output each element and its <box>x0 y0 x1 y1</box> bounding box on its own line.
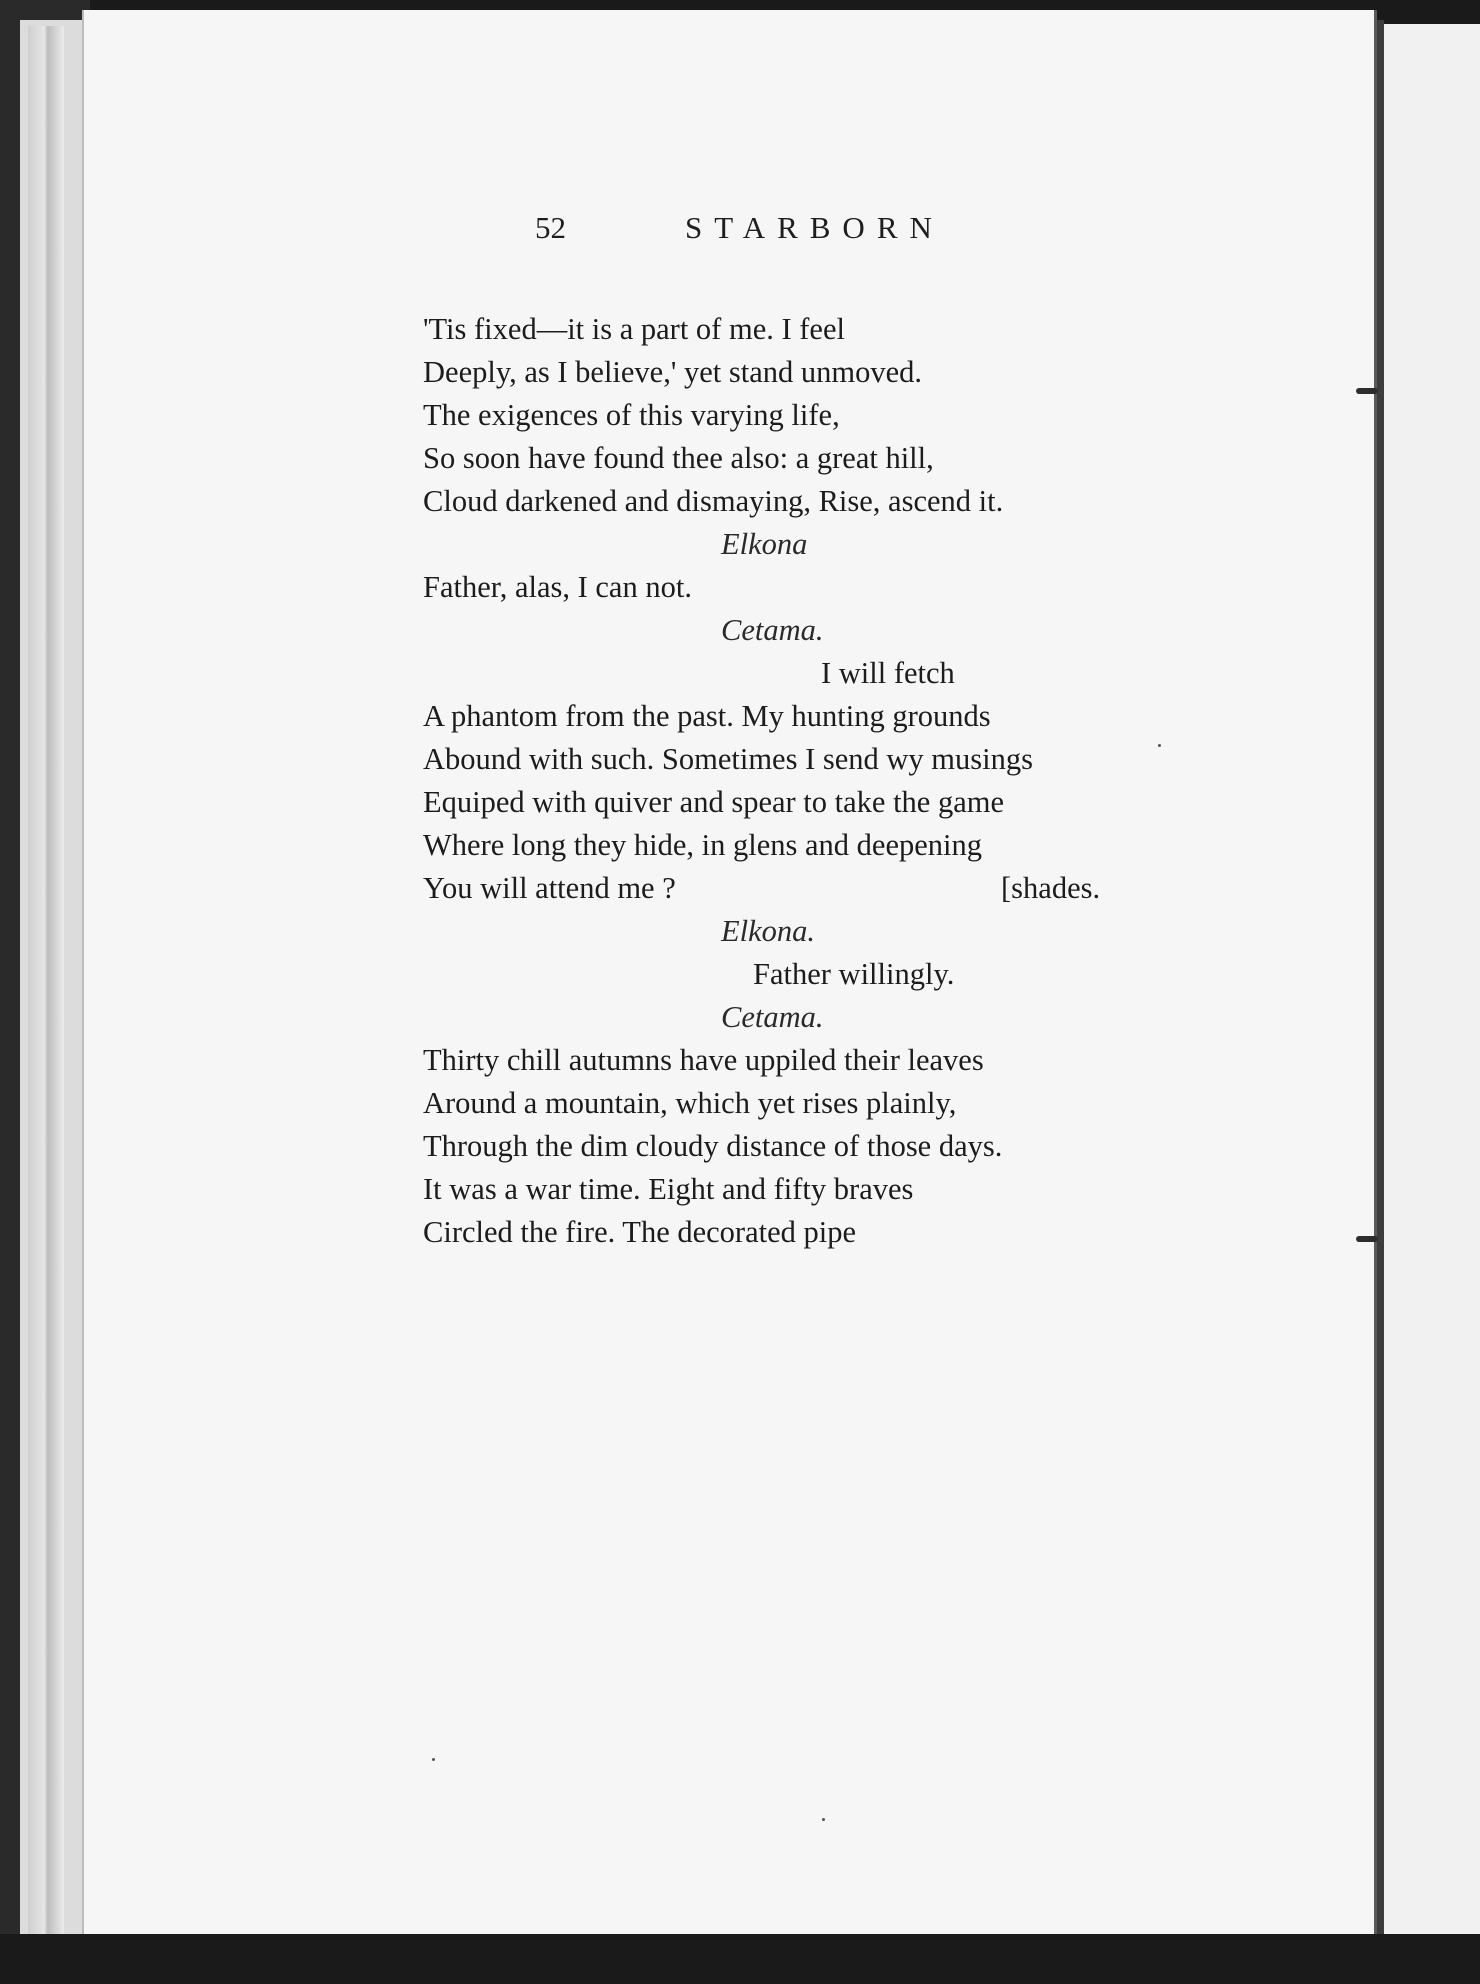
verse-line: Circled the fire. The decorated pipe <box>423 1215 857 1249</box>
verse-line: Through the dim cloudy distance of those days. <box>423 1129 1003 1163</box>
verse-line: Equiped with quiver and spear to take the game <box>423 785 1005 819</box>
verse-line: Abound with such. Sometimes I send wy musings <box>423 742 1033 776</box>
verse-line: A phantom from the past. My hunting grounds <box>423 699 991 733</box>
gutter-rule <box>1374 20 1384 1964</box>
speaker-name: Cetama. <box>721 1000 824 1034</box>
running-head <box>0 210 1480 250</box>
speaker-name: Elkona <box>721 527 808 561</box>
verse-line: 'Tis fixed—it is a part of me. I feel <box>423 312 845 346</box>
turnover-fragment: [shades. <box>1001 871 1101 905</box>
ink-speck <box>822 1818 825 1821</box>
verse-line <box>423 867 1183 910</box>
verse-line: The exigences of this varying life, <box>423 398 840 432</box>
binding-thread-mark <box>1356 1236 1378 1242</box>
verse-block <box>423 308 1183 1254</box>
scan-border-bottom <box>0 1934 1480 1984</box>
page-number: 52 <box>535 210 566 245</box>
verse-line: So soon have found thee also: a great hill, <box>423 441 934 475</box>
verse-line: It was a war time. Eight and fifty braves <box>423 1172 914 1206</box>
verse-line: Cloud darkened and dismaying, Rise, ascend it. <box>423 484 1004 518</box>
page-edge <box>28 26 64 1961</box>
speaker-name: Cetama. <box>721 613 824 647</box>
verse-line: Where long they hide, in glens and deepening <box>423 828 982 862</box>
verse-line-text: You will attend me ? <box>423 871 676 905</box>
verse-line: Thirty chill autumns have uppiled their leaves <box>423 1043 984 1077</box>
speaker-name: Elkona. <box>721 914 816 948</box>
verse-line: Around a mountain, which yet rises plainly, <box>423 1086 957 1120</box>
facing-page-edge <box>1384 24 1480 1959</box>
ink-speck <box>432 1758 435 1761</box>
book-title: STARBORN <box>685 210 944 245</box>
verse-line: Father willingly. <box>753 957 955 991</box>
binding-thread-mark <box>1356 388 1378 394</box>
verse-line: I will fetch <box>821 656 955 690</box>
verse-line: Father, alas, I can not. <box>423 570 692 604</box>
verse-line: Deeply, as I believe,' yet stand unmoved. <box>423 355 922 389</box>
ink-speck <box>1158 744 1161 747</box>
